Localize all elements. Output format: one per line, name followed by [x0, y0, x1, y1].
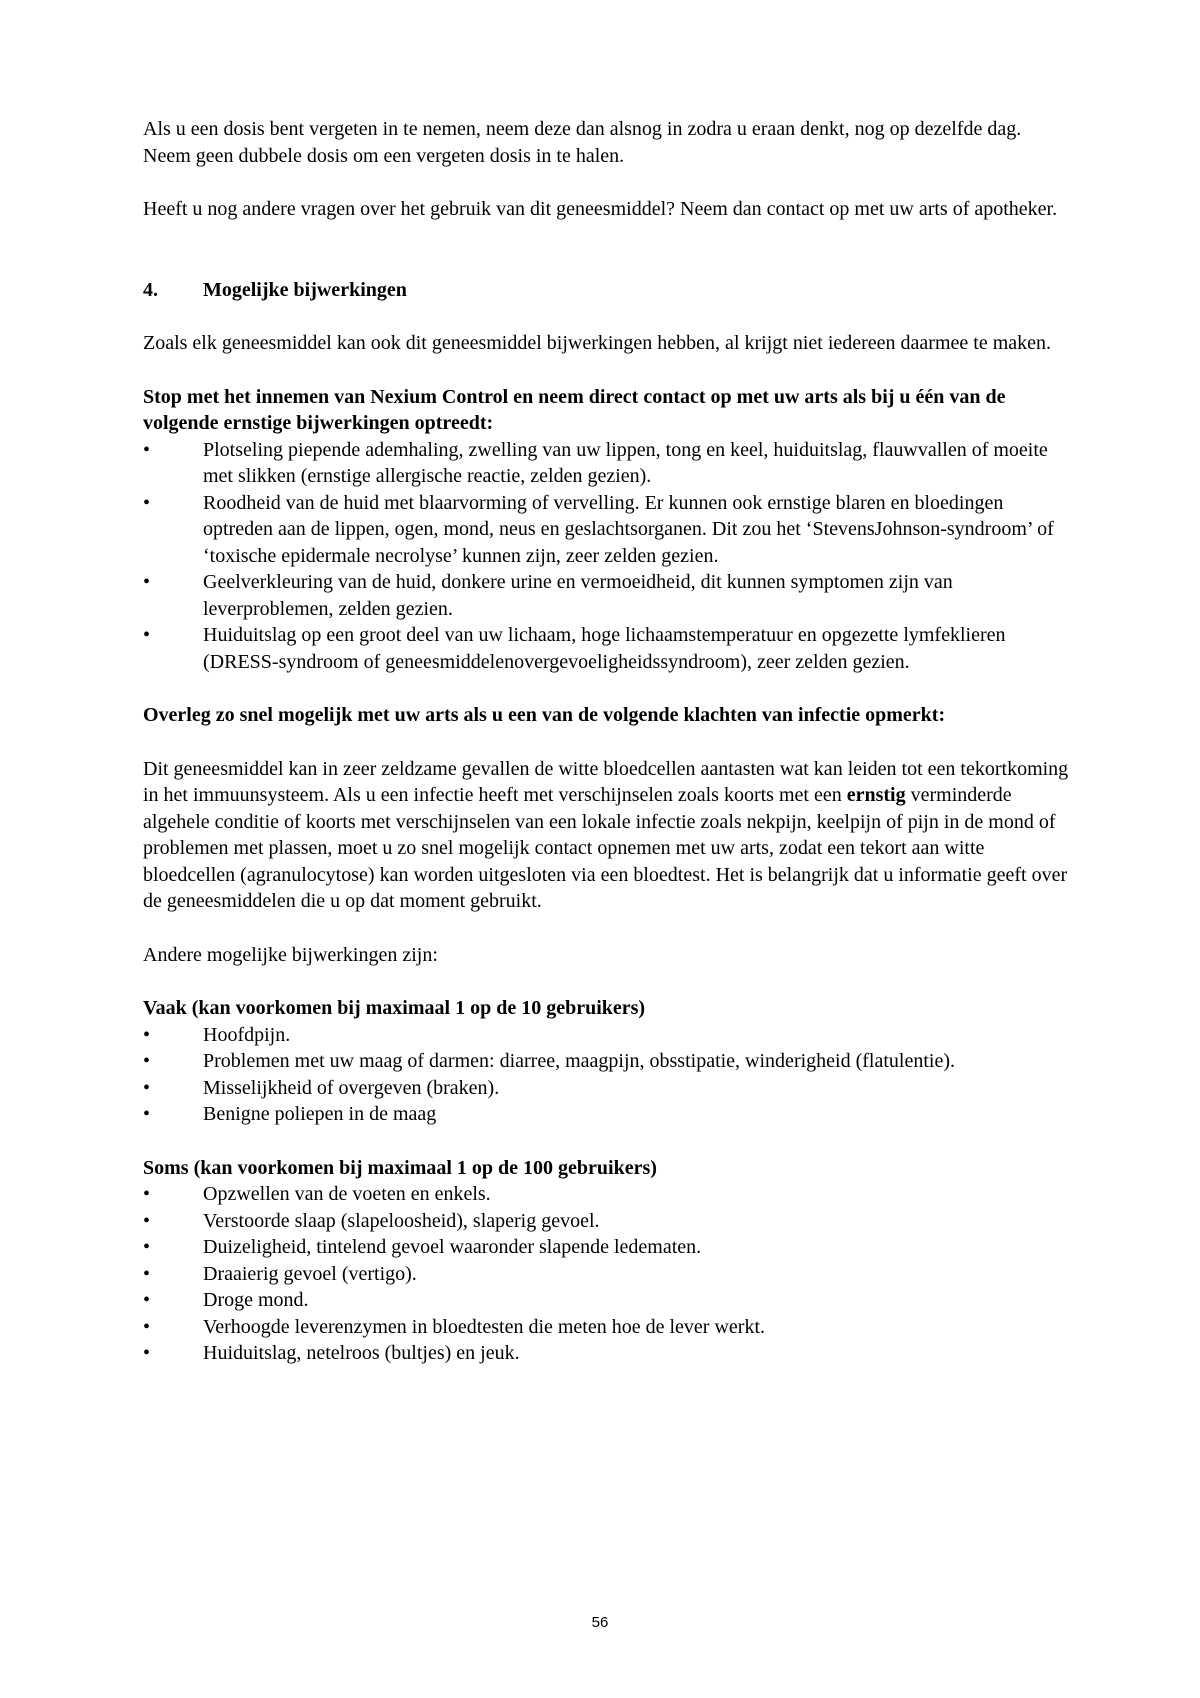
- list-item: • Roodheid van de huid met blaarvorming of vervelling. Er kunnen ook ernstige blaren en bloedingen optreden aan de lippen, ogen, mond, neus en geslachtsorganen. Dit zou het ‘StevensJohnson-syndroom’ of ‘toxische epidermale necrolyse’ kunnen zijn, zeer zelden gezien.: [143, 490, 1073, 570]
- serious-side-effects-list: [143, 437, 1073, 676]
- bullet-icon: •: [143, 1050, 151, 1072]
- list-item: • Verstoorde slaap (slapeloosheid), slaperig gevoel.: [143, 1208, 1073, 1235]
- uncommon-heading: Soms (kan voorkomen bij maximaal 1 op de 100 gebruikers): [143, 1156, 657, 1179]
- emphasis-text: ernstig: [846, 784, 906, 806]
- bullet-icon: •: [143, 1209, 151, 1232]
- bullet-icon: •: [143, 1315, 151, 1338]
- bullet-icon: •: [143, 1183, 151, 1205]
- bullet-icon: •: [143, 1103, 151, 1125]
- bullet-icon: •: [143, 1076, 151, 1099]
- list-item: • Plotseling piepende ademhaling, zwelling van uw lippen, tong en keel, huiduitslag, flauwvallen of moeite met slikken (ernstige allergische reactie, zelden gezien).: [143, 437, 1073, 490]
- list-item: • Misselijkheid of overgeven (braken).: [143, 1075, 1073, 1102]
- list-item: • Opzwellen van de voeten en enkels.: [143, 1181, 1073, 1208]
- section-number: 4.: [143, 278, 158, 301]
- bullet-icon: •: [143, 571, 151, 593]
- list-item: • Problemen met uw maag of darmen: diarree, maagpijn, obsstipatie, winderigheid (flatulentie).: [143, 1048, 1073, 1075]
- paragraph-missed-dose: Als u een dosis bent vergeten in te nemen, neem deze dan alsnog in zodra u eraan denkt, nog op dezelfde dag. Neem geen dubbele dosis om een vergeten dosis in te halen.: [143, 118, 1022, 167]
- bullet-icon: •: [143, 624, 151, 646]
- bullet-icon: •: [143, 1262, 151, 1285]
- bullet-icon: •: [143, 1023, 151, 1046]
- document-page: [143, 116, 1073, 1367]
- common-heading: Vaak (kan voorkomen bij maximaal 1 op de 10 gebruikers): [143, 997, 646, 1019]
- bullet-icon: •: [143, 1236, 151, 1258]
- list-item: • Geelverkleuring van de huid, donkere urine en vermoeidheid, dit kunnen symptomen zijn van leverproblemen, zelden gezien.: [143, 569, 1073, 622]
- list-item: • Huiduitslag op een groot deel van uw lichaam, hoge lichaamstemperatuur en opgezette lymfeklieren (DRESS-syndroom of geneesmiddelenovergevoeligheidssyndroom), zeer zelden gezien.: [143, 622, 1073, 675]
- list-item: • Benigne poliepen in de maag: [143, 1101, 1073, 1128]
- bullet-icon: •: [143, 1342, 151, 1364]
- other-side-effects-intro: Andere mogelijke bijwerkingen zijn:: [143, 943, 438, 966]
- paragraph-intro: Zoals elk geneesmiddel kan ook dit geneesmiddel bijwerkingen hebben, al krijgt niet iedereen daarmee te maken.: [143, 332, 1052, 354]
- list-item: • Draaierig gevoel (vertigo).: [143, 1261, 1073, 1288]
- list-item: • Duizeligheid, tintelend gevoel waaronder slapende ledematen.: [143, 1234, 1073, 1261]
- infection-paragraph: Dit geneesmiddel kan in zeer zeldzame gevallen de witte bloedcellen aantasten wat kan leiden tot een tekortkoming in het immuunsysteem. Als u een infectie heeft met verschijnselen zoals koorts met een ernstig verminderde algehele conditie of koorts met verschijnselen van een lokale infectie zoals nekpijn, keelpijn of pijn in de mond of problemen met plassen, moet u zo snel mogelijk contact opnemen met uw arts, zodat een tekort aan witte bloedcellen (agranulocytose) kan worden uitgesloten via een bloedtest. Het is belangrijk dat u informatie geeft over de geneesmiddelen die u op dat moment gebruikt.: [143, 757, 1069, 912]
- bullet-icon: •: [143, 1289, 151, 1311]
- list-item: • Droge mond.: [143, 1287, 1073, 1314]
- paragraph-questions: Heeft u nog andere vragen over het gebruik van dit geneesmiddel? Neem dan contact op met uw arts of apotheker.: [143, 198, 1058, 220]
- list-item: • Huiduitslag, netelroos (bultjes) en jeuk.: [143, 1340, 1073, 1367]
- uncommon-side-effects-list: [143, 1181, 1073, 1367]
- section-title: Mogelijke bijwerkingen: [203, 278, 407, 301]
- page-number: 56: [591, 1614, 609, 1631]
- stop-heading: Stop met het innemen van Nexium Control en neem direct contact op met uw arts als bij u één van de volgende ernstige bijwerkingen optreedt:: [143, 385, 1006, 434]
- bullet-icon: •: [143, 491, 151, 514]
- bullet-icon: •: [143, 438, 151, 461]
- section-heading: [143, 277, 1073, 304]
- list-item: • Hoofdpijn.: [143, 1022, 1073, 1049]
- list-item: • Verhoogde leverenzymen in bloedtesten die meten hoe de lever werkt.: [143, 1314, 1073, 1341]
- infection-heading: Overleg zo snel mogelijk met uw arts als u een van de volgende klachten van infectie opmerkt:: [143, 704, 946, 726]
- common-side-effects-list: [143, 1022, 1073, 1128]
